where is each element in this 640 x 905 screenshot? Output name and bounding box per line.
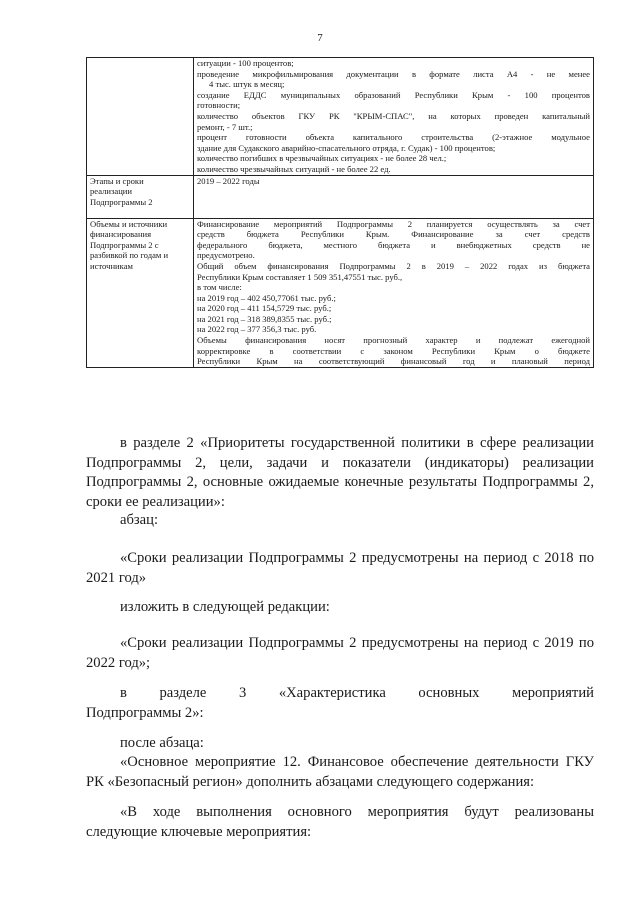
- row-content-line: на 2022 год – 377 356,3 тыс. руб.: [197, 324, 317, 335]
- row-label-line: разбивкой по годам и: [90, 250, 169, 261]
- paragraph-abzats: [86, 511, 594, 531]
- row-content-line: предусмотрено.: [197, 250, 255, 261]
- paragraph: абзац:: [120, 512, 159, 528]
- row-content-line: Республики Крым на соответствующий финансовый год и плановый период: [197, 356, 590, 367]
- row-content-line: средств бюджета Республики Крым. Финансирование за счет средств: [197, 229, 590, 240]
- paragraph: Подпрограммы 2»:: [86, 704, 204, 721]
- row-content-line: процент готовности объекта капитального строительства (2-этажное модульное: [197, 132, 590, 143]
- row-content-line: проведение микрофильмирования документации в формате листа А4 - не менее: [197, 68, 590, 79]
- row-content-line: в том числе:: [197, 282, 242, 293]
- paragraph: «Основное мероприятие 12. Финансовое обеспечение деятельности ГКУ РК «Безопасный регион» дополнить абзацами следующего содержания:: [86, 754, 594, 790]
- row-content-line: Республики Крым составляет 1 509 351,47551 тыс. руб.,: [197, 271, 403, 282]
- paragraph-main-activity-12: [86, 753, 594, 792]
- paragraph-key-activities: [86, 803, 594, 842]
- word: разделе: [159, 685, 207, 701]
- paragraph-section-3: [86, 684, 594, 723]
- row-label: [87, 58, 194, 176]
- row-content-line: на 2019 год – 402 450,77061 тыс. руб.;: [197, 292, 336, 303]
- row-label-line: Объемы и источники: [90, 218, 168, 229]
- row-content-line: здание для Судакского аварийно-спасательного отряда, г. Судак) - 100 процентов;: [197, 142, 496, 153]
- row-content-line: ремонт, - 7 шт.;: [197, 121, 253, 132]
- word: в: [120, 685, 127, 701]
- table-row-stages: [87, 175, 594, 218]
- word: «Характеристика: [278, 685, 386, 701]
- page-number: 7: [317, 32, 323, 44]
- paragraph-new-terms: [86, 634, 594, 673]
- paragraph: изложить в следующей редакции:: [120, 599, 330, 615]
- row-content: [194, 175, 594, 218]
- row-content-line: ситуации - 100 процентов;: [197, 58, 294, 68]
- row-content: [194, 58, 594, 176]
- paragraph-first-line: [86, 684, 594, 704]
- row-content: [194, 218, 594, 367]
- row-content-line: создание ЕДДС муниципальных образований Республики Крым - 100 процентов: [197, 89, 590, 100]
- row-content-line: корректировке в соответствии с законом Республики Крым о бюджете: [197, 345, 590, 356]
- paragraph: после абзаца:: [120, 735, 204, 751]
- word: мероприятий: [512, 685, 594, 701]
- row-label-line: реализации: [90, 186, 132, 197]
- row-label: [87, 218, 194, 367]
- paragraph: в разделе 2 «Приоритеты государственной политики в сфере реализации Подпрограммы 2, цели, задачи и показатели (индикаторы) реализации Подпрограммы 2, основные ожидаемые конечные результаты Подпрограммы 2, сроки ее реализации»:: [86, 435, 594, 510]
- row-content-line: Финансирование мероприятий Подпрограммы 2 планируется осуществлять за счет: [197, 218, 590, 229]
- table-row-financing: [87, 218, 594, 367]
- paragraph: «Сроки реализации Подпрограммы 2 предусмотрены на период с 2019 по 2022 год»;: [86, 635, 594, 671]
- row-label-line: Этапы и сроки: [90, 175, 144, 186]
- row-content-line: федерального бюджета, местного бюджета и внебюджетных средств не: [197, 239, 590, 250]
- row-content-line: 4 тыс. штук в месяц;: [209, 79, 285, 90]
- row-label-line: Подпрограммы 2: [90, 196, 153, 207]
- paragraph-old-terms: [86, 549, 594, 588]
- paragraph-edit-instruction: [86, 598, 594, 618]
- row-content-line: количество чрезвычайных ситуаций - не более 22 ед.: [197, 163, 391, 174]
- paragraph: «Сроки реализации Подпрограммы 2 предусмотрены на период с 2018 по 2021 год»: [86, 550, 594, 586]
- row-label-line: Подпрограммы 2 с: [90, 239, 159, 250]
- paragraph: «В ходе выполнения основного мероприятия будут реализованы следующие ключевые мероприятия:: [86, 804, 594, 840]
- word: 3: [238, 685, 247, 701]
- row-content-line: Объемы финансирования носят прогнозный характер и подлежат ежегодной: [197, 335, 590, 346]
- paragraph-section-2: [86, 434, 594, 512]
- row-content-line: количество погибших в чрезвычайных ситуациях - не более 28 чел.;: [197, 153, 447, 164]
- word: основных: [418, 685, 480, 701]
- row-content-line: готовности;: [197, 100, 241, 111]
- table-row-indicators: [87, 58, 594, 176]
- row-content-line: на 2021 год – 318 389,8355 тыс. руб.;: [197, 313, 332, 324]
- row-content-line: на 2020 год – 411 154,5729 тыс. руб.;: [197, 303, 332, 314]
- row-content-line: 2019 – 2022 годы: [197, 175, 260, 186]
- row-label-line: источникам: [90, 260, 133, 271]
- row-label-line: финансирования: [90, 229, 152, 240]
- subprogram-parameters-table: [86, 57, 594, 368]
- row-content-line: количество объектов ГКУ РК "КРЫМ-СПАС", на которых проведен капитальный: [197, 110, 590, 121]
- paragraph-after: [86, 734, 594, 754]
- row-label: [87, 175, 194, 218]
- row-content-line: Общий объем финансирования Подпрограммы 2 в 2019 – 2022 годах из бюджета: [197, 260, 590, 271]
